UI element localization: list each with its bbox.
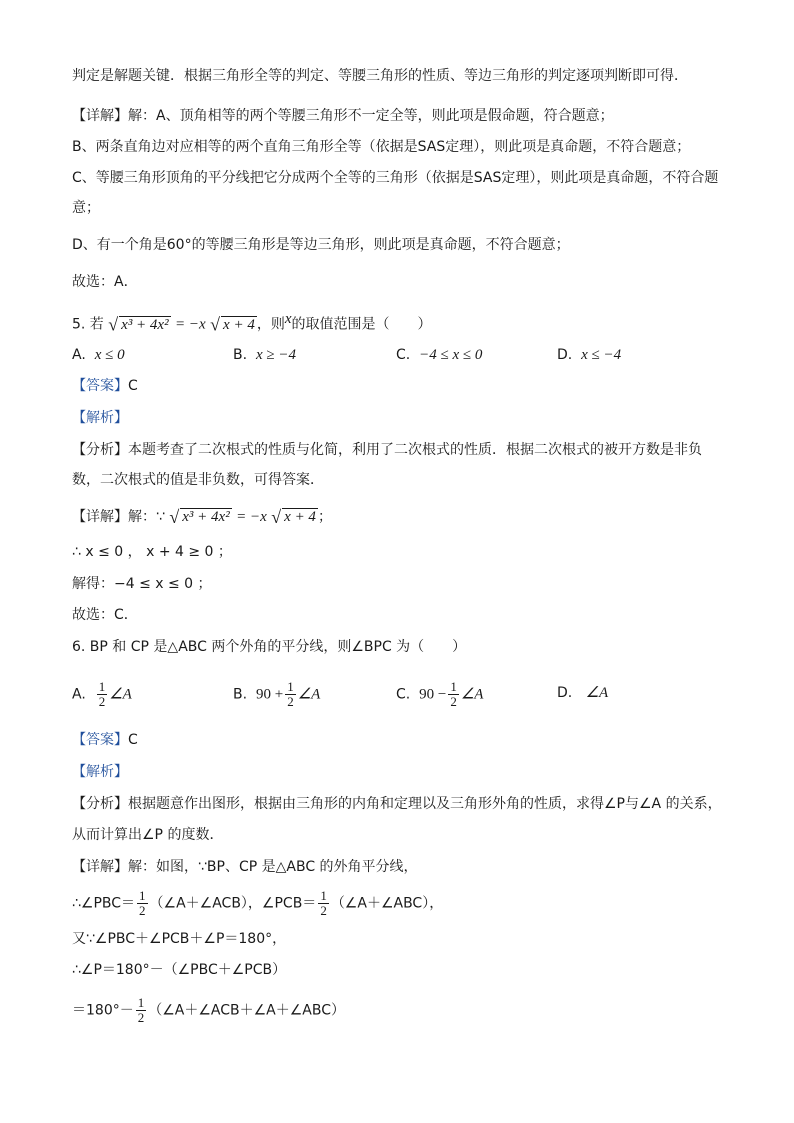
q5-var: x bbox=[284, 311, 292, 327]
text-line: D、有一个角是60°的等腰三角形是等边三角形，则此项是真命题，不符合题意； bbox=[72, 237, 570, 253]
q5-prefix: 5. 若 bbox=[72, 316, 104, 333]
answer-tag: 【答案】 bbox=[72, 732, 128, 748]
radical-sign: √ bbox=[108, 314, 119, 335]
q6-step2: 又∵∠PBC＋∠PCB＋∠P＝180°， bbox=[72, 931, 287, 947]
q6-fenxi-cont: 从而计算出∠P 的度数． bbox=[72, 827, 224, 843]
q6-option-b: B. 90 + $\frac{1}{2}$ ∠A bbox=[233, 679, 321, 709]
detail-line bbox=[72, 106, 614, 126]
q6-answer bbox=[72, 730, 138, 750]
q5-answer bbox=[72, 376, 138, 396]
q6-detail: 【详解】解：如图，∵BP、CP 是△ABC 的外角平分线， bbox=[72, 859, 418, 875]
fenxi-tag: 【分析】 bbox=[72, 442, 128, 458]
q5-radicand2: x + 4 bbox=[223, 316, 255, 333]
question-6-stem: 6. BP 和 CP 是△ABC 两个外角的平分线，则∠BPC 为（ ） bbox=[72, 639, 467, 655]
q5-analysis-tag: 【解析】 bbox=[72, 410, 128, 426]
detail-text: 解：A、顶角相等的两个等腰三角形不一定全等，则此项是假命题，符合题意； bbox=[128, 108, 614, 124]
text-line: 判定是解题关键．根据三角形全等的判定、等腰三角形的性质、等边三角形的判定逐项判断即可得． bbox=[72, 68, 688, 84]
radical-sign: √ bbox=[169, 507, 180, 527]
q5-eq: = −x bbox=[175, 316, 206, 333]
q5-detail: 【详解】解：∵ √ x³ + 4x² = −x √ x + 4 ； bbox=[72, 507, 332, 527]
q6-option-a: A. $\frac{1}{2}$ ∠A bbox=[72, 679, 132, 709]
q5-radicand: x³ + 4x² bbox=[121, 316, 169, 333]
detail-tag: 【详解】 bbox=[72, 108, 128, 124]
q6-option-d: D. ∠A bbox=[557, 685, 609, 701]
text-line: B、两条直角边对应相等的两个直角三角形全等（依据是SAS定理），则此项是真命题，不符合题意； bbox=[72, 139, 691, 155]
q6-step4: ＝180°－ $\frac{1}{2}$ （∠A＋∠ACB＋∠A＋∠ABC） bbox=[72, 995, 346, 1025]
fenxi-tag: 【分析】 bbox=[72, 796, 128, 812]
answer-value: C bbox=[128, 732, 138, 748]
q5-option-a: A. x ≤ 0 bbox=[72, 347, 125, 363]
q5-option-b: B. x ≥ −4 bbox=[233, 347, 296, 363]
answer-value: C bbox=[128, 378, 138, 394]
q5-option-d: D. x ≤ −4 bbox=[557, 347, 622, 363]
q5-step1: ∴ x ≤ 0 ， x + 4 ≥ 0 ； bbox=[72, 544, 232, 560]
question-5-stem bbox=[72, 309, 432, 335]
text-line: 意； bbox=[72, 200, 100, 216]
q6-analysis-tag: 【解析】 bbox=[72, 764, 128, 780]
q5-suffix-b: 的取值范围是（ ） bbox=[291, 316, 432, 333]
answer-tag: 【答案】 bbox=[72, 378, 128, 394]
detail-tag: 【详解】 bbox=[72, 509, 128, 525]
q6-option-c: C. 90 − $\frac{1}{2}$ ∠A bbox=[396, 679, 484, 709]
q5-option-c: C. −4 ≤ x ≤ 0 bbox=[396, 347, 483, 363]
text-line: C、等腰三角形顶角的平分线把它分成两个全等的三角形（依据是SAS定理），则此项是真命题，不符合题 bbox=[72, 170, 719, 186]
q5-suffix-a: ，则 bbox=[256, 316, 285, 333]
q5-fenxi-cont: 数，二次根式的值是非负数，可得答案． bbox=[72, 472, 324, 488]
radical-sign: √ bbox=[210, 314, 221, 335]
q5-fenxi: 【分析】本题考查了二次根式的性质与化简，利用了二次根式的性质．根据二次根式的被开方数是非负 bbox=[72, 442, 702, 458]
q5-step2: 解得：−4 ≤ x ≤ 0 ； bbox=[72, 576, 212, 592]
q6-step1: ∴∠PBC＝ $\frac{1}{2}$ （∠A＋∠ACB），∠PCB＝ $\frac{1}{2}$ （∠A＋∠ABC）， bbox=[72, 888, 444, 918]
radical-sign: √ bbox=[271, 507, 282, 527]
q6-step3: ∴∠P＝180°－（∠PBC＋∠PCB） bbox=[72, 962, 287, 978]
q6-fenxi: 【分析】根据题意作出图形，根据由三角形的内角和定理以及三角形外角的性质，求得∠P与∠A 的关系， bbox=[72, 796, 722, 812]
q5-choose: 故选：C． bbox=[72, 607, 138, 623]
detail-tag: 【详解】 bbox=[72, 859, 128, 875]
text-line: 故选：A． bbox=[72, 274, 138, 290]
